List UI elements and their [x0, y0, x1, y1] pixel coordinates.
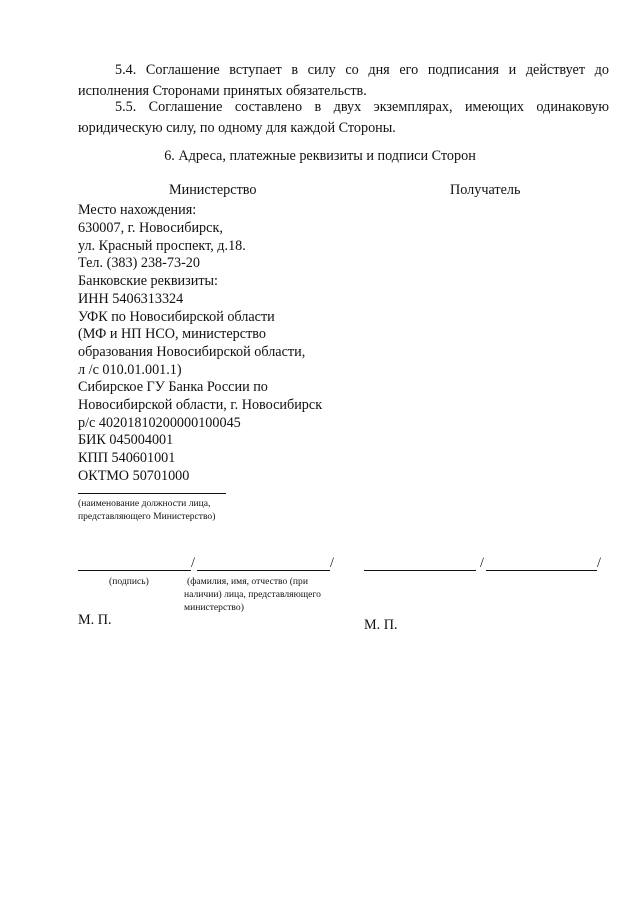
clause-5-4	[78, 60, 609, 102]
ministry-line: Новосибирской области, г. Новосибирск	[78, 397, 323, 413]
ministry-line: Тел. (383) 238-73-20	[78, 255, 200, 271]
recipient-name-line	[486, 570, 597, 571]
recipient-signature-line	[364, 570, 476, 571]
position-caption-1: (наименование должности лица,	[78, 498, 211, 509]
recipient-title: Получатель	[450, 182, 521, 198]
clause-5-5-text: 5.5. Соглашение составлено в двух экземплярах, имеющих одинаковую юридическую силу, по одному для каждой Стороны.	[78, 99, 609, 136]
name-caption-3: министерство)	[184, 602, 244, 613]
name-caption-2: наличии) лица, представляющего	[184, 589, 321, 600]
ministry-line: ОКТМО 50701000	[78, 468, 190, 484]
ministry-name-line	[197, 570, 330, 571]
ministry-slash-1: /	[191, 555, 195, 571]
ministry-line: образования Новосибирской области,	[78, 344, 306, 360]
ministry-line: л /с 010.01.001.1)	[78, 362, 182, 378]
recipient-slash-1: /	[480, 555, 484, 571]
clause-5-5	[78, 97, 609, 139]
recipient-stamp: М. П.	[364, 617, 398, 633]
ministry-title: Министерство	[169, 182, 257, 198]
ministry-slash-2: /	[330, 555, 334, 571]
ministry-line: КПП 540601001	[78, 450, 176, 466]
ministry-line: УФК по Новосибирской области	[78, 309, 275, 325]
ministry-line: Место нахождения:	[78, 202, 197, 218]
position-caption-2: представляющего Министерство)	[78, 511, 216, 522]
section-heading: 6. Адреса, платежные реквизиты и подписи Сторон	[164, 148, 476, 164]
ministry-line: БИК 045004001	[78, 432, 174, 448]
ministry-line: ул. Красный проспект, д.18.	[78, 238, 246, 254]
position-line	[78, 493, 226, 494]
clause-5-4-text: 5.4. Соглашение вступает в силу со дня его подписания и действует до исполнения Сторонами принятых обязательств.	[78, 62, 609, 99]
ministry-stamp: М. П.	[78, 612, 112, 628]
ministry-line: р/с 40201810200000100045	[78, 415, 241, 431]
signature-caption: (подпись)	[109, 576, 149, 587]
recipient-slash-2: /	[597, 555, 601, 571]
name-caption-1: (фамилия, имя, отчество (при	[187, 576, 308, 587]
ministry-line: Банковские реквизиты:	[78, 273, 218, 289]
ministry-line: (МФ и НП НСО, министерство	[78, 326, 266, 342]
ministry-line: ИНН 5406313324	[78, 291, 184, 307]
ministry-signature-line	[78, 570, 191, 571]
ministry-line: Сибирское ГУ Банка России по	[78, 379, 268, 395]
ministry-line: 630007, г. Новосибирск,	[78, 220, 223, 236]
